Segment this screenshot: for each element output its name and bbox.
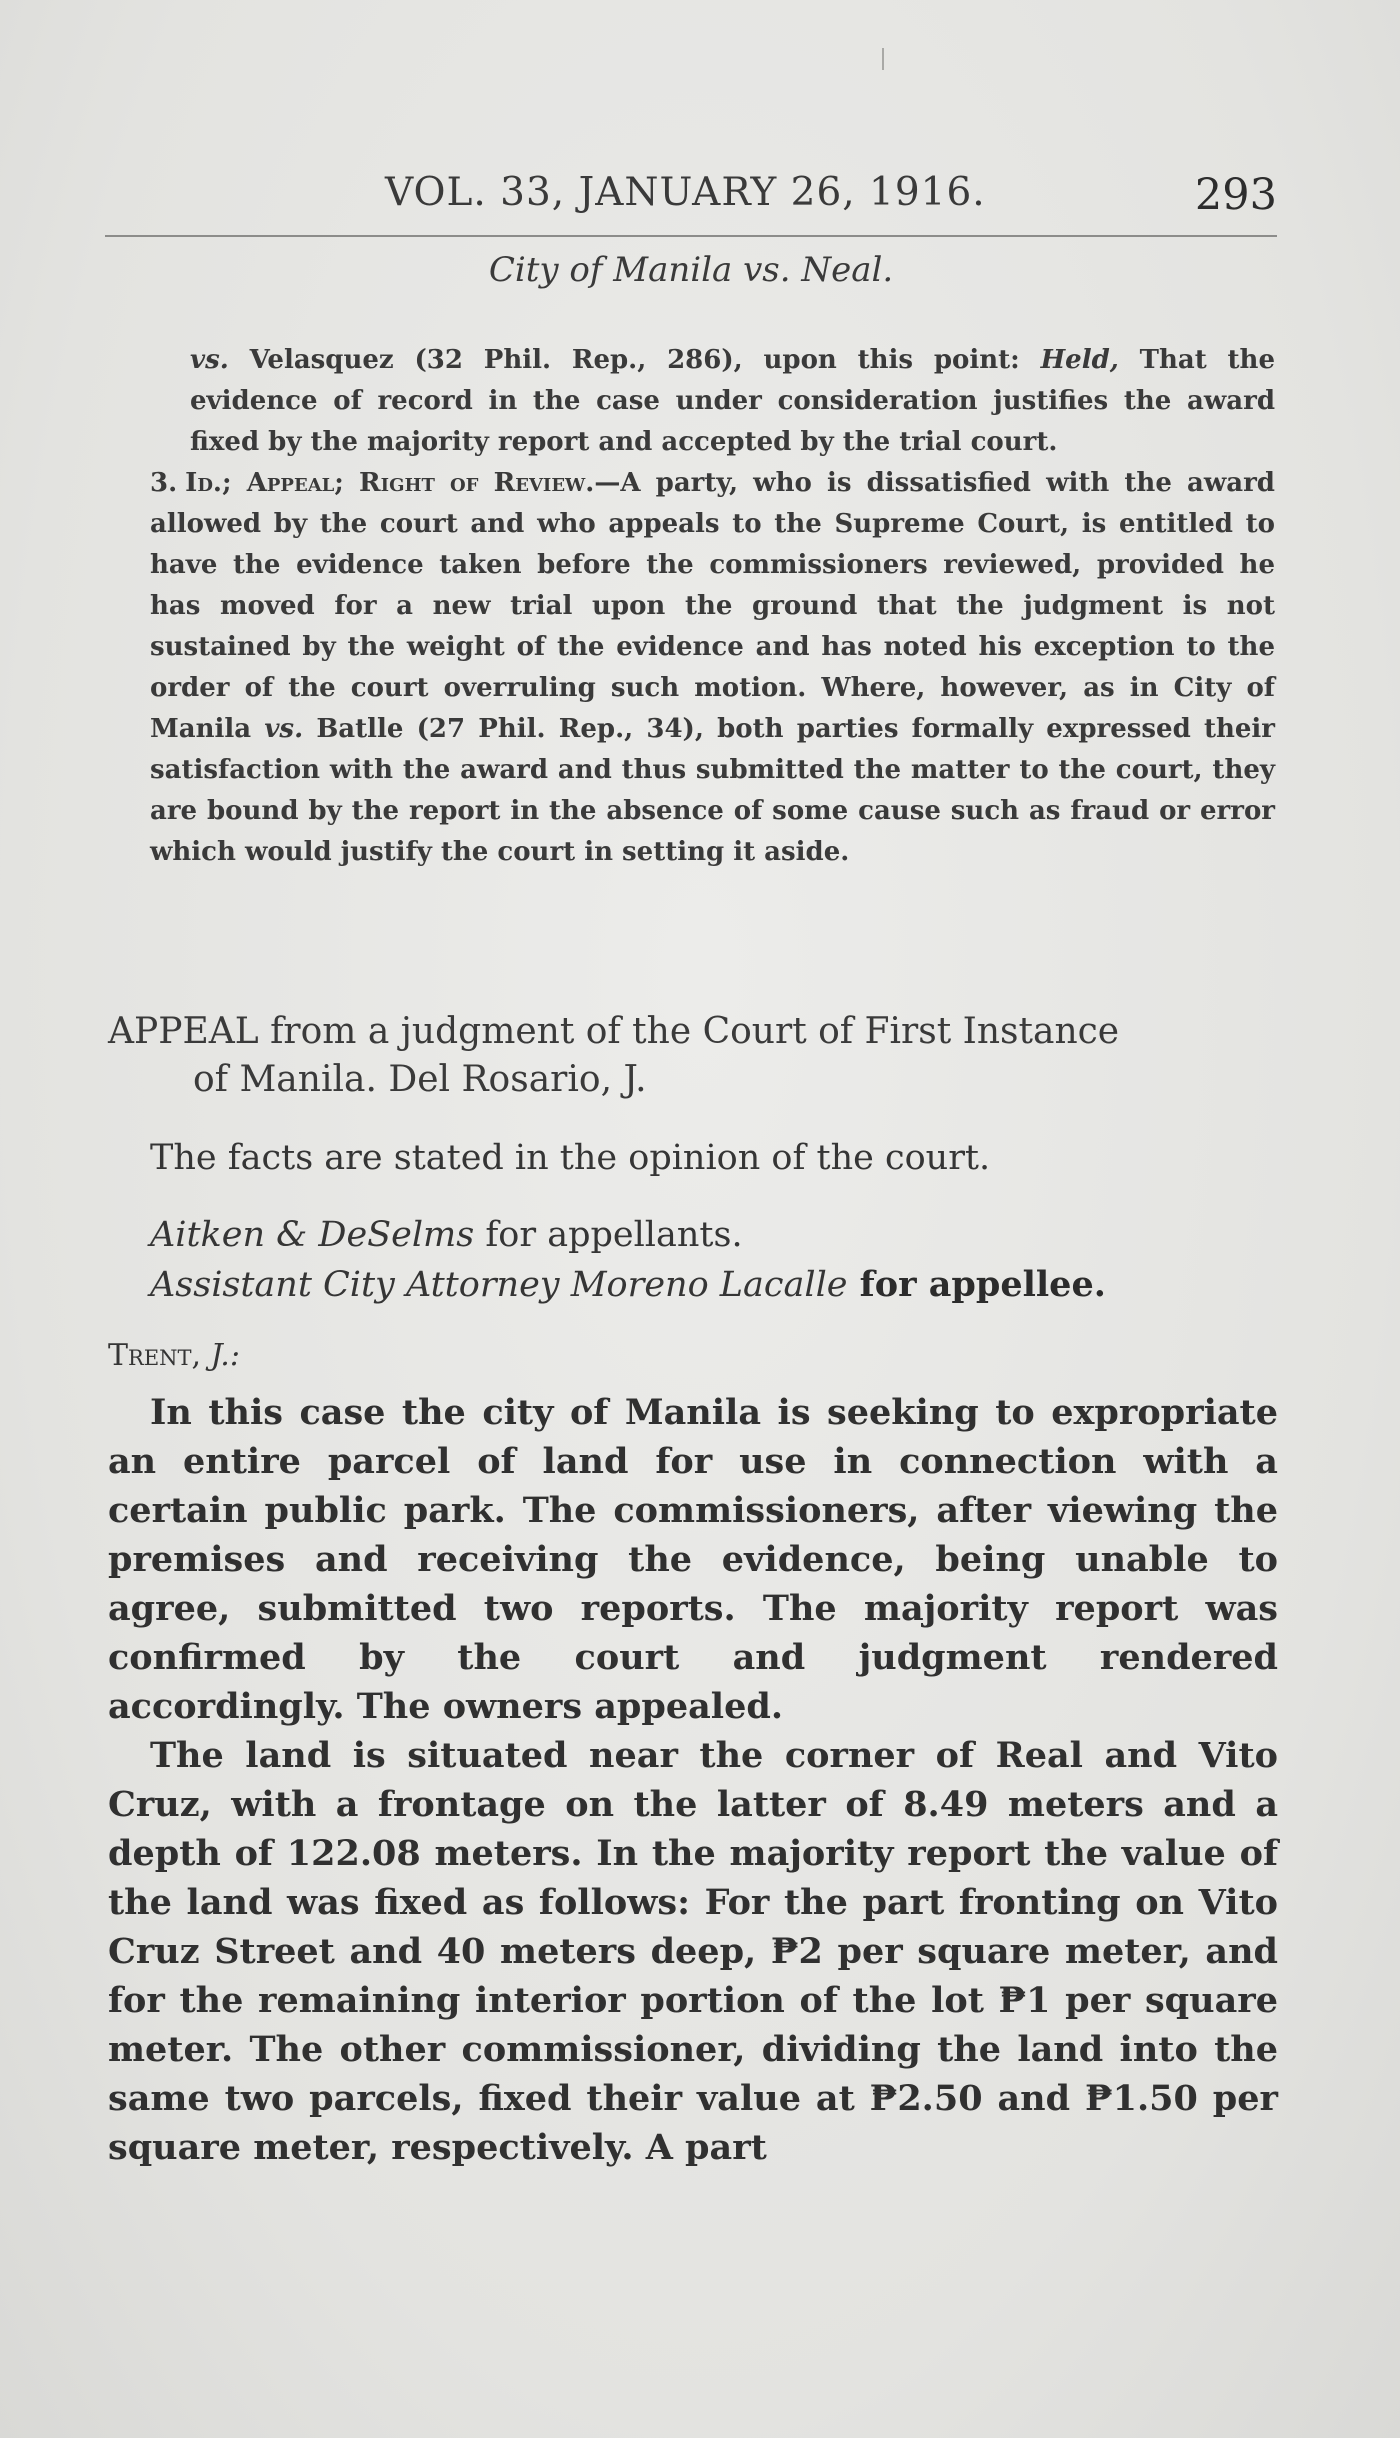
syllabus-heading: Id.; Appeal; Right of Review. [185, 468, 595, 498]
page-number: 293 [1194, 170, 1277, 220]
syllabus-item-3: 3. Id.; Appeal; Right of Review.—A party, who is dissatisfied with the award allowed by the court and who appeals to the Supreme Court, is entitled to have the evidence taken before the commissioners reviewed, provided he has moved for a new trial upon the ground that the judgment is not sustained by the weight of the evidence and has noted his exception to the order of the court overruling such motion. Where, however, as in City of Manila vs. Batlle (27 Phil. Rep., 34), both parties formally expressed their satisfaction with the award and thus submitted the matter to the court, they are bound by the report in the absence of some cause such as fraud or error which would justify the court in setting it aside. [150, 468, 1275, 867]
body-paragraph: The land is situated near the corner of Real and Vito Cruz, with a frontage on the latter of 8.49 meters and a depth of 122.08 meters. In the majority report the value of the land was fixed as follows: For the part fronting on Vito Cruz Street and 40 meters deep, ₱2 per square meter, and for the remaining interior portion of the lot ₱1 per square meter. The other commissioner, dividing the land into the same two parcels, fixed their value at ₱2.50 and ₱1.50 per square meter, respectively. A part [108, 1735, 1278, 2168]
facts-statement: The facts are stated in the opinion of the court. [150, 1138, 991, 1178]
page-header [105, 160, 1277, 220]
header-rule [105, 235, 1277, 237]
opinion-body [108, 1388, 1278, 2172]
opinion-author: Trent, J.: [108, 1338, 240, 1373]
syllabus-continuation: vs. Velasquez (32 Phil. Rep., 286), upon this point: Held, That the evidence of record in the case under consideration justifies the award fixed by the majority report and accepted by the trial court. [190, 345, 1275, 457]
case-title: City of Manila vs. Neal. [488, 250, 894, 290]
counsel-appellee: Assistant City Attorney Moreno Lacalle for appellee. [150, 1264, 1106, 1305]
body-paragraph: In this case the city of Manila is seeking to expropriate an entire parcel of land for use in connection with a certain public park. The commissioners, after viewing the premises and receiving the evidence, being unable to agree, submitted two reports. The majority report was confirmed by the court and judgment rendered accordingly. The owners appealed. [108, 1392, 1278, 1727]
running-head: VOL. 33, JANUARY 26, 1916. [385, 170, 986, 215]
counsel-appellants: Aitken & DeSelms for appellants. [150, 1215, 743, 1255]
counsel [150, 1210, 1106, 1310]
appeal-statement: APPEAL from a judgment of the Court of First Instance of Manila. Del Rosario, J. [108, 1011, 1120, 1100]
gutter-mark [882, 48, 884, 70]
syllabus [150, 340, 1275, 873]
